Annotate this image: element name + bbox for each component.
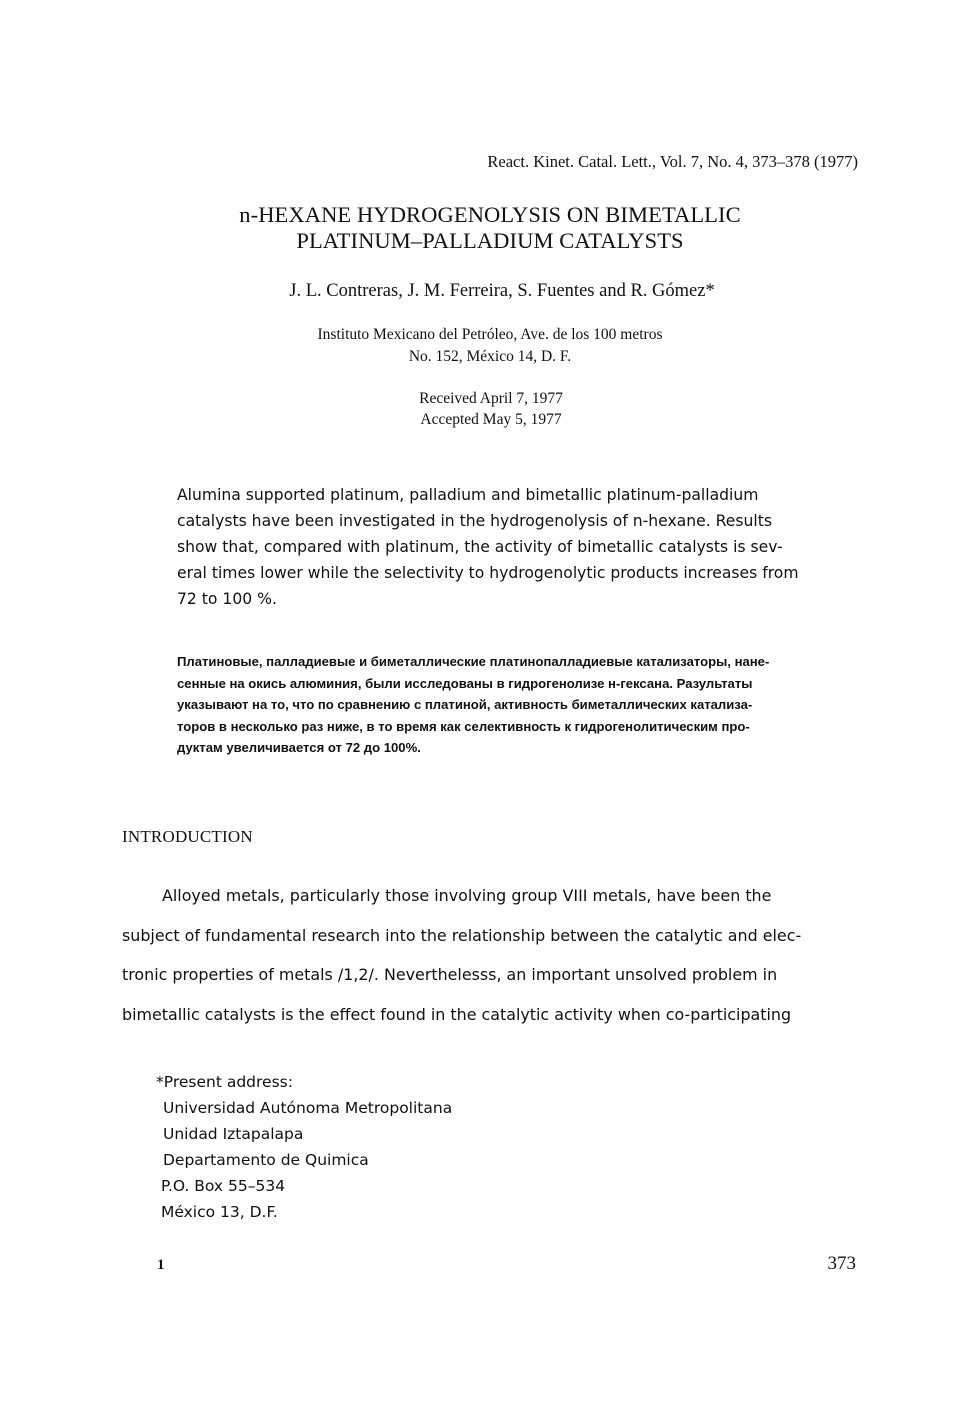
paragraph-line: subject of fundamental research into the relationship between the catalytic and elec- bbox=[122, 925, 802, 945]
abstract-english bbox=[177, 482, 877, 612]
abstract-ru-line: Платиновые, палладиевые и биметаллические платинопалладиевые катализаторы, нане- bbox=[177, 654, 770, 669]
section-heading-introduction: INTRODUCTION bbox=[122, 827, 253, 846]
abstract-ru-line: указывают на то, что по сравнению с платиной, активность биметаллических катализа- bbox=[177, 697, 753, 712]
affiliation-line: Instituto Mexicano del Petróleo, Ave. de los 100 metros bbox=[317, 326, 663, 343]
footnote-present-address bbox=[156, 1069, 452, 1225]
title-line: PLATINUM–PALLADIUM CATALYSTS bbox=[296, 228, 684, 253]
submission-dates bbox=[0, 388, 976, 430]
introduction-paragraph bbox=[122, 876, 882, 1034]
abstract-ru-line: дуктам увеличивается от 72 до 100%. bbox=[177, 740, 421, 755]
received-date: Received April 7, 1977 bbox=[419, 390, 563, 407]
abstract-ru-line: сенные на окись алюминия, были исследованы в гидрогенолизе н-гексана. Разультаты bbox=[177, 675, 753, 691]
paragraph-line: Alloyed metals, particularly those involving group VIII metals, have been the bbox=[162, 886, 772, 905]
page-number: 373 bbox=[827, 1253, 856, 1274]
footnote-line: P.O. Box 55–534 bbox=[161, 1177, 286, 1195]
abstract-russian bbox=[177, 651, 877, 759]
affiliation bbox=[0, 324, 976, 368]
abstract-line: eral times lower while the selectivity to hydrogenolytic products increases from bbox=[177, 564, 799, 582]
journal-citation: React. Kinet. Catal. Lett., Vol. 7, No. 4, 373–378 (1977) bbox=[487, 152, 858, 171]
paper-title bbox=[0, 202, 976, 254]
title-line: n-HEXANE HYDROGENOLYSIS ON BIMETALLIC bbox=[239, 202, 741, 227]
abstract-line: catalysts have been investigated in the hydrogenolysis of n-hexane. Results bbox=[177, 512, 772, 530]
paragraph-line: tronic properties of metals /1,2/. Neverthelesss, an important unsolved problem in bbox=[122, 965, 778, 984]
footnote-line: Departamento de Quimica bbox=[163, 1151, 369, 1169]
abstract-line: Alumina supported platinum, palladium and bimetallic platinum-palladium bbox=[177, 486, 759, 504]
footnote-line: Unidad Iztapalapa bbox=[163, 1125, 304, 1143]
footnote-label: *Present address: bbox=[156, 1073, 293, 1091]
abstract-line: 72 to 100 %. bbox=[177, 590, 277, 608]
accepted-date: Accepted May 5, 1977 bbox=[420, 411, 562, 428]
footer-mark: 1 bbox=[157, 1257, 165, 1273]
abstract-line: show that, compared with platinum, the activity of bimetallic catalysts is sev- bbox=[177, 538, 783, 556]
footnote-line: Universidad Autónoma Metropolitana bbox=[163, 1099, 453, 1117]
affiliation-line: No. 152, México 14, D. F. bbox=[408, 348, 572, 365]
author-list: J. L. Contreras, J. M. Ferreira, S. Fuentes and R. Gómez* bbox=[289, 281, 715, 301]
paragraph-line: bimetallic catalysts is the effect found in the catalytic activity when co-participating bbox=[122, 1004, 792, 1024]
footnote-line: México 13, D.F. bbox=[161, 1203, 278, 1221]
abstract-ru-line: торов в несколько раз ниже, в то время как селективность к гидрогенолитическим про- bbox=[177, 718, 750, 734]
